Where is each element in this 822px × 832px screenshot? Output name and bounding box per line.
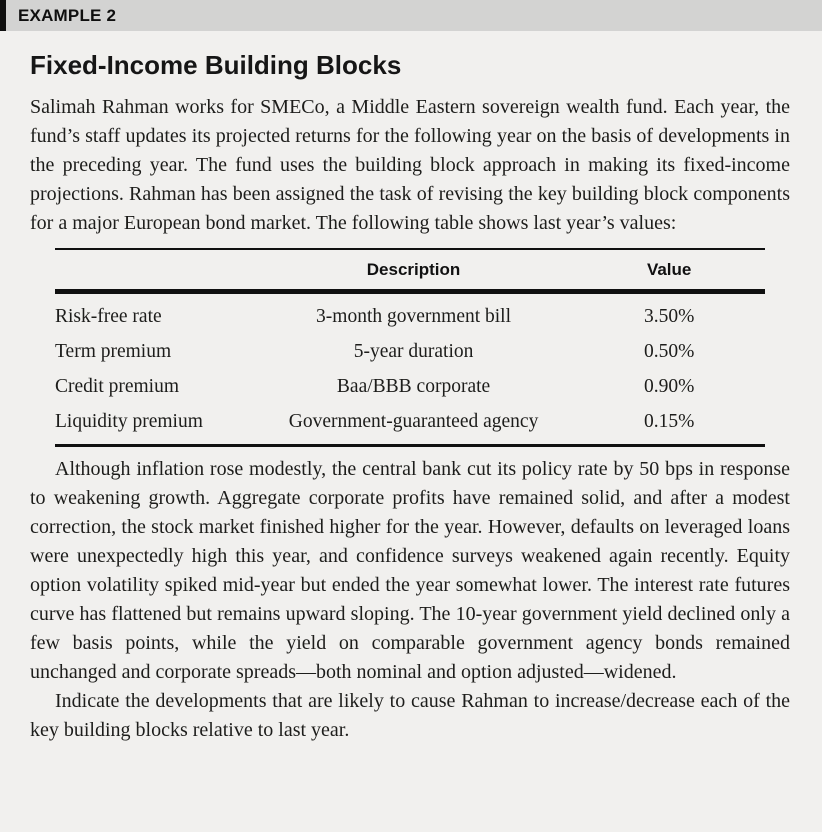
component-cell: Liquidity premium — [55, 411, 203, 432]
component-cell: Credit premium — [55, 376, 180, 397]
value-cell: 3.50% — [643, 306, 695, 327]
page-title: Fixed-Income Building Blocks — [30, 50, 402, 80]
description-cell: Baa/BBB corporate — [336, 376, 491, 397]
example-label: EXAMPLE 2 — [18, 6, 117, 25]
component-cell: Term premium — [55, 341, 172, 362]
value-cell: 0.90% — [643, 376, 695, 397]
developments-paragraph: Although inflation rose modestly, the central bank cut its policy rate by 50 bps in response to weakening growth. Aggregate corporate profits have remained solid, and after a modest correction, the stock market finished higher for the year. However, defaults on leveraged loans were unexpectedly high this year, and confidence surveys weakened again recently. Equity option volatility spiked mid-year but ended the year somewhat lower. The interest rate futures curve has flattened but remains upward sloping. The 10-year government yield declined only a few basis points, while the yield on comparable government agency bonds remained unchanged and corporate spreads—both nominal and option adjusted—widened. — [30, 458, 790, 683]
component-cell: Risk-free rate — [55, 306, 162, 327]
intro-paragraph: Salimah Rahman works for SMECo, a Middle Eastern sovereign wealth fund. Each year, the fund’s staff updates its projected returns for the following year on the basis of developments in the preceding year. The fund uses the building block approach in making its fixed-income projections. Rahman has been assigned the task of revising the key building block components for a major European bond market. The following table shows last year’s values: — [30, 96, 790, 234]
table-header-component — [55, 249, 254, 292]
table-row — [55, 292, 765, 335]
question-paragraph: Indicate the developments that are likely to cause Rahman to increase/decrease each of the key building blocks relative to last year. — [30, 690, 790, 741]
example-content — [0, 50, 822, 745]
example-banner — [0, 0, 822, 31]
values-table — [55, 248, 765, 447]
table-row — [55, 334, 765, 369]
description-cell: 3-month government bill — [316, 306, 512, 327]
description-cell: 5-year duration — [353, 341, 474, 362]
table-header-row — [55, 249, 765, 292]
table-row — [55, 369, 765, 404]
table-header-description: Description — [254, 249, 574, 292]
table-row — [55, 404, 765, 446]
description-cell: Government-guaranteed agency — [288, 411, 539, 432]
table-header-value: Value — [573, 249, 765, 292]
value-cell: 0.50% — [643, 341, 695, 362]
value-cell: 0.15% — [643, 411, 695, 432]
